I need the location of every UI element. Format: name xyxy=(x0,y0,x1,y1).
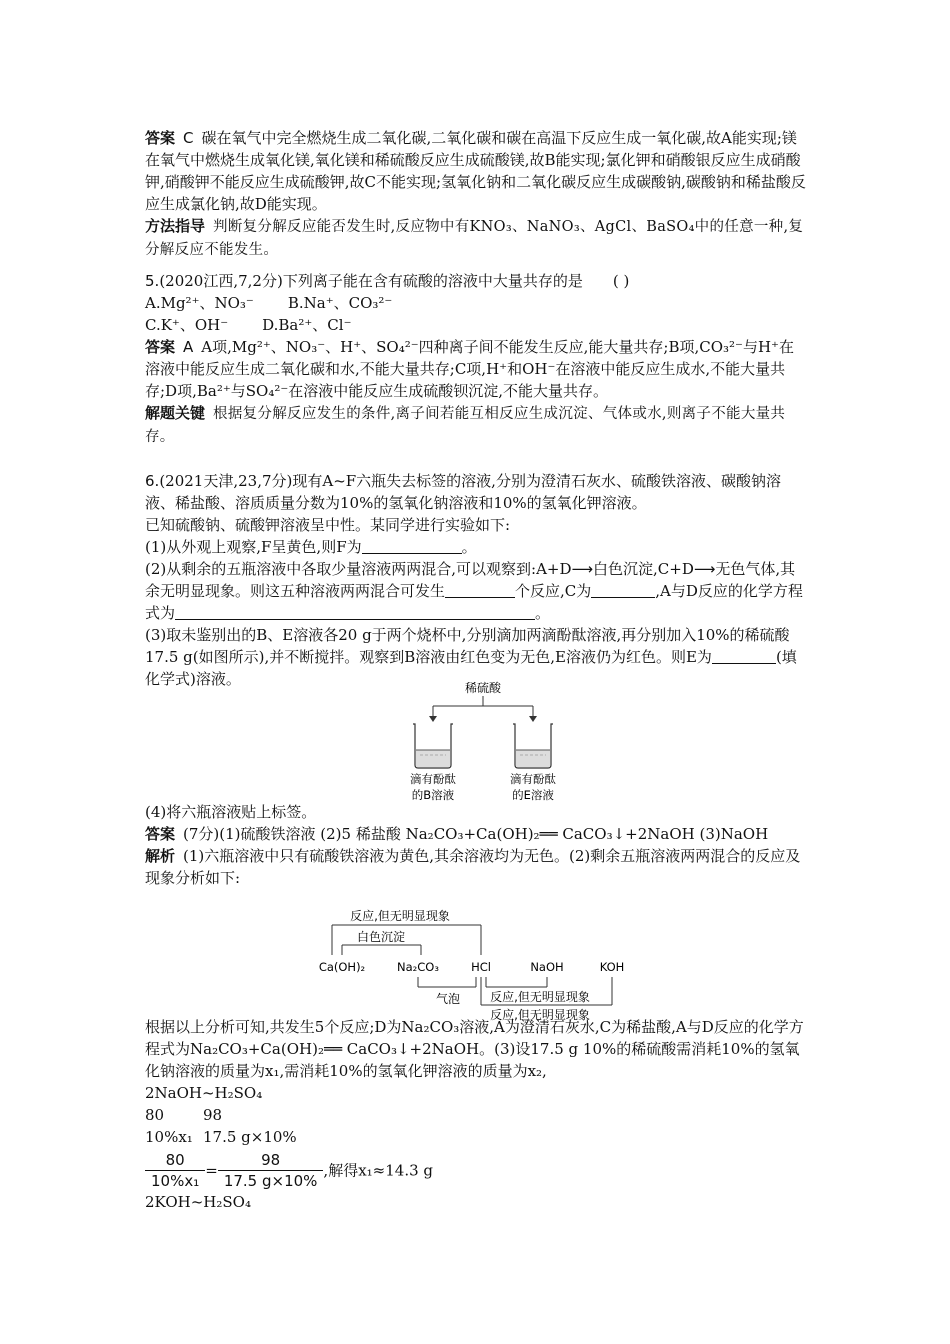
answer-blank[interactable] xyxy=(712,648,776,664)
key-text: 根据复分解反应发生的条件,离子间若能互相反应生成沉淀、气体或水,则离子不能大量共存。 xyxy=(145,406,786,445)
fraction-equation: $\frac{80}{\text{10\%x₁}}$ = $\frac{98}{17.5 g\times 10\%}$ ,解得x₁≈14.3 g xyxy=(145,1150,807,1191)
diagram-node-caoh2: Ca(OH)₂ xyxy=(318,960,366,974)
q6-part2-d: 个反应,C为 xyxy=(515,582,592,600)
q5-option-a: A.Mg²⁺、NO₃⁻ xyxy=(145,294,254,312)
diagram-node-hcl: HCl xyxy=(471,960,491,974)
q5-source: (2020江西,7,2分) xyxy=(159,272,283,290)
method-label: 方法指导 xyxy=(145,217,206,235)
q5-explanation: A项,Mg²⁺、NO₃⁻、H⁺、SO₄²⁻四种离子间不能发生反应,能大量共存;B项,CO₃²⁻与H⁺在溶液中能反应生成二氧化碳和水,不能大量共存;C项,H⁺和OH⁻在溶液中能反应生成水,不能大量共存;D项,Ba²⁺与SO₄²⁻在溶液中能反应生成硫酸钡沉淀,不能大量共存。 xyxy=(145,338,794,400)
q5-option-b: B.Na⁺、CO₃²⁻ xyxy=(287,294,393,312)
arrow-icon: ⟶ xyxy=(693,560,716,578)
diagram-white-ppt-label: 白色沉淀 xyxy=(356,930,406,944)
diagram-node-naoh: NaOH xyxy=(530,960,564,974)
method-text: 判断复分解反应能否发生时,反应物中有KNO₃、NaNO₃、AgCl、BaSO₄中的任意一种,复分解反应不能发生。 xyxy=(145,219,804,258)
q6-stem: 现有A~F六瓶失去标签的溶液,分别为澄清石灰水、硫酸铁溶液、碳酸钠溶液、稀盐酸、溶质质量分数为10%的氢氧化钠溶液和10%的氢氧化钾溶液。 xyxy=(145,472,781,512)
answer-letter: C xyxy=(183,129,194,147)
q6-analysis-1: (1)六瓶溶液中只有硫酸铁溶液为黄色,其余溶液均为无色。(2)剩余五瓶溶液两两混合的反应及现象分析如下: xyxy=(145,847,801,887)
q6-known: 已知硫酸钠、硫酸钾溶液呈中性。某同学进行实验如下: xyxy=(145,516,511,534)
answer-blank[interactable] xyxy=(591,582,655,598)
beaker-b xyxy=(413,724,453,768)
fig-right-label-1: 滴有酚酞 xyxy=(510,772,556,786)
q4-explanation: 碳在氧气中完全燃烧生成二氧化碳,二氧化碳和碳在高温下反应生成一氧化碳,故A能实现;镁在氧气中燃烧生成氧化镁,氧化镁和稀硫酸反应生成硫酸镁,故B能实现;氯化钾和硝酸银反应生成硝酸钾,硝酸钾不能反应生成硫酸钾,故C不能实现;氢氧化钠和二氧化碳反应生成碳酸钠,碳酸钠和稀盐酸反应生成氯化钠,故D能实现。 xyxy=(145,129,806,213)
calc-10x1: 10%x₁ xyxy=(145,1128,193,1146)
answer-blank[interactable] xyxy=(445,582,515,598)
diagram-bottom-label-1: 反应,但无明显现象 xyxy=(490,990,590,1004)
q6-answer-text: (7分)(1)硫酸铁溶液 (2)5 稀盐酸 Na₂CO₃+Ca(OH)₂══ CaCO₃↓+2NaOH (3)NaOH xyxy=(183,825,769,843)
answer-label: 答案 xyxy=(145,129,176,147)
fraction-right xyxy=(218,1150,324,1191)
analysis-label: 解析 xyxy=(145,847,176,865)
reaction-diagram xyxy=(318,905,636,1021)
fraction-denominator: 17.5 g×10% xyxy=(223,1172,318,1190)
fraction-numerator: 80 xyxy=(145,1150,205,1171)
calc-result: ,解得x₁≈14.3 g xyxy=(323,1161,433,1180)
fig-left-label-1: 滴有酚酞 xyxy=(410,772,456,786)
q6-part3: (3)取未鉴别出的B、E溶液各20 g于两个烧杯中,分别滴加两滴酚酞溶液,再分别加入10%的稀硫酸17.5 g(如图所示),并不断搅拌。观察到B溶液由红色变为无色,E溶液仍为红色。则E为 xyxy=(145,626,790,666)
beaker-e xyxy=(513,724,553,768)
answer-label: 答案 xyxy=(145,338,176,356)
q5-block: 5.(2020江西,7,2分)下列离子能在含有硫酸的溶液中大量共存的是 ( ) A.Mg²⁺、NO₃⁻ B.Na⁺、CO₃²⁻ C.K⁺、OH⁻ D.Ba²⁺、Cl⁻ 答案 A A项,Mg²⁺、NO₃⁻、H⁺、SO₄²⁻四种离子间不能发生反应,能大量共存;B项,CO₃²⁻与H⁺在溶液中能反应生成二氧化碳和水,不能大量共存;C项,H⁺和OH⁻在溶液中能反应生成水,不能大量共存;D项,Ba²⁺与SO₄²⁻在溶液中能反应生成硫酸钡沉淀,不能大量共存。 解题关键 根据复分解反应发生的条件,离子间若能互相反应生成沉淀、气体或水,则离子不能大量共存。 xyxy=(145,272,794,445)
arrow-down-icon xyxy=(429,716,437,722)
beaker-figure xyxy=(400,680,570,808)
answer-label: 答案 xyxy=(145,825,176,843)
calc-line-5: 2KOH~H₂SO₄ xyxy=(145,1193,251,1211)
calc-80: 80 xyxy=(145,1106,165,1124)
q5-option-c: C.K⁺、OH⁻ xyxy=(145,316,229,334)
fig-left-label-2: 的B溶液 xyxy=(411,788,455,802)
arrow-icon: ⟶ xyxy=(571,560,594,578)
q6-part2-e: ,A与D反应的化学方程式为 xyxy=(145,582,803,622)
fraction-denominator: 10%x₁ xyxy=(151,1172,200,1190)
q5-answer-paren: ( ) xyxy=(612,272,630,290)
calc-17-5g: 17.5 g×10% xyxy=(203,1128,297,1146)
q5-option-d: D.Ba²⁺、Cl⁻ xyxy=(262,316,352,334)
q5-number: 5 xyxy=(145,272,155,290)
q6-block: 6.(2021天津,23,7分)现有A~F六瓶失去标签的溶液,分别为澄清石灰水、硫酸铁溶液、碳酸钠溶液、稀盐酸、溶质质量分数为10%的氢氧化钠溶液和10%的氢氧化钾溶液。 已知硫酸钠、硫酸钾溶液呈中性。某同学进行实验如下: (1)从外观上观察,F呈黄色,则F为 。 (2)从剩余的五瓶溶液中各取少量溶液两两混合,可以观察到:A+D⟶白色沉淀,C+D⟶无色气体,其余无明显现象。则这五种溶液两两混合可发生 个反应,C为 ,A与D反应的化学方程式为 。 (3)取未鉴别出的B、E溶液各20 g于两个烧杯中,分别滴加两滴酚酞溶液,再分别加入10%的稀硫酸17.5 g(如图所示),并不断搅拌。观察到B溶液由红色变为无色,E溶液仍为红色。则E为 (填化学式)溶液。 xyxy=(145,470,807,690)
fraction-numerator: 98 xyxy=(218,1150,324,1171)
diagram-top-label: 反应,但无明显现象 xyxy=(350,909,450,923)
answer-blank[interactable] xyxy=(175,604,535,620)
arrow-down-icon xyxy=(529,716,537,722)
key-label: 解题关键 xyxy=(145,404,206,422)
q6-part2-a: (2)从剩余的五瓶溶液中各取少量溶液两两混合,可以观察到:A+D xyxy=(145,560,572,578)
q6-part1: (1)从外观上观察,F呈黄色,则F为 xyxy=(145,538,362,556)
q6-answer-block xyxy=(145,801,807,889)
q6-part4: (4)将六瓶溶液贴上标签。 xyxy=(145,803,317,821)
calc-line-1: 2NaOH~H₂SO₄ xyxy=(145,1084,263,1102)
diagram-bottom-label-2: 反应,但无明显现象 xyxy=(490,1008,590,1021)
q6-part2-b: 白色沉淀,C+D xyxy=(593,560,694,578)
calc-98: 98 xyxy=(203,1106,223,1124)
diagram-node-koh: KOH xyxy=(599,960,625,974)
answer-letter: A xyxy=(183,338,194,356)
fraction-left xyxy=(145,1150,205,1191)
fig-right-label-2: 的E溶液 xyxy=(512,788,554,802)
q6-part3-end: (填化学式)溶液。 xyxy=(145,648,797,688)
answer-blank[interactable] xyxy=(362,538,462,554)
q6-source: (2021天津,23,7分) xyxy=(159,472,293,490)
diagram-gas-label: 气泡 xyxy=(435,992,461,1006)
q4-answer-block xyxy=(145,127,807,261)
q6-part2-c: 无色气体,其余无明显现象。则这五种溶液两两混合可发生 xyxy=(145,560,796,600)
diagram-node-na2co3: Na₂CO₃ xyxy=(397,960,439,974)
q6-analysis-2: 根据以上分析可知,共发生5个反应;D为Na₂CO₃溶液,A为澄清石灰水,C为稀盐酸,A与D反应的化学方程式为Na₂CO₃+Ca(OH)₂══ CaCO₃↓+2NaOH。(3)设17.5 g 10%的稀硫酸需消耗10%的氢氧化钠溶液的质量为x₁,需消耗10%的氢氧化钾溶液的质量为x₂, xyxy=(145,1018,804,1080)
q6-number: 6 xyxy=(145,472,155,490)
fig-top-label: 稀硫酸 xyxy=(464,681,502,695)
q5-stem: 下列离子能在含有硫酸的溶液中大量共存的是 xyxy=(282,272,583,290)
q6-analysis-block xyxy=(145,1016,807,1213)
